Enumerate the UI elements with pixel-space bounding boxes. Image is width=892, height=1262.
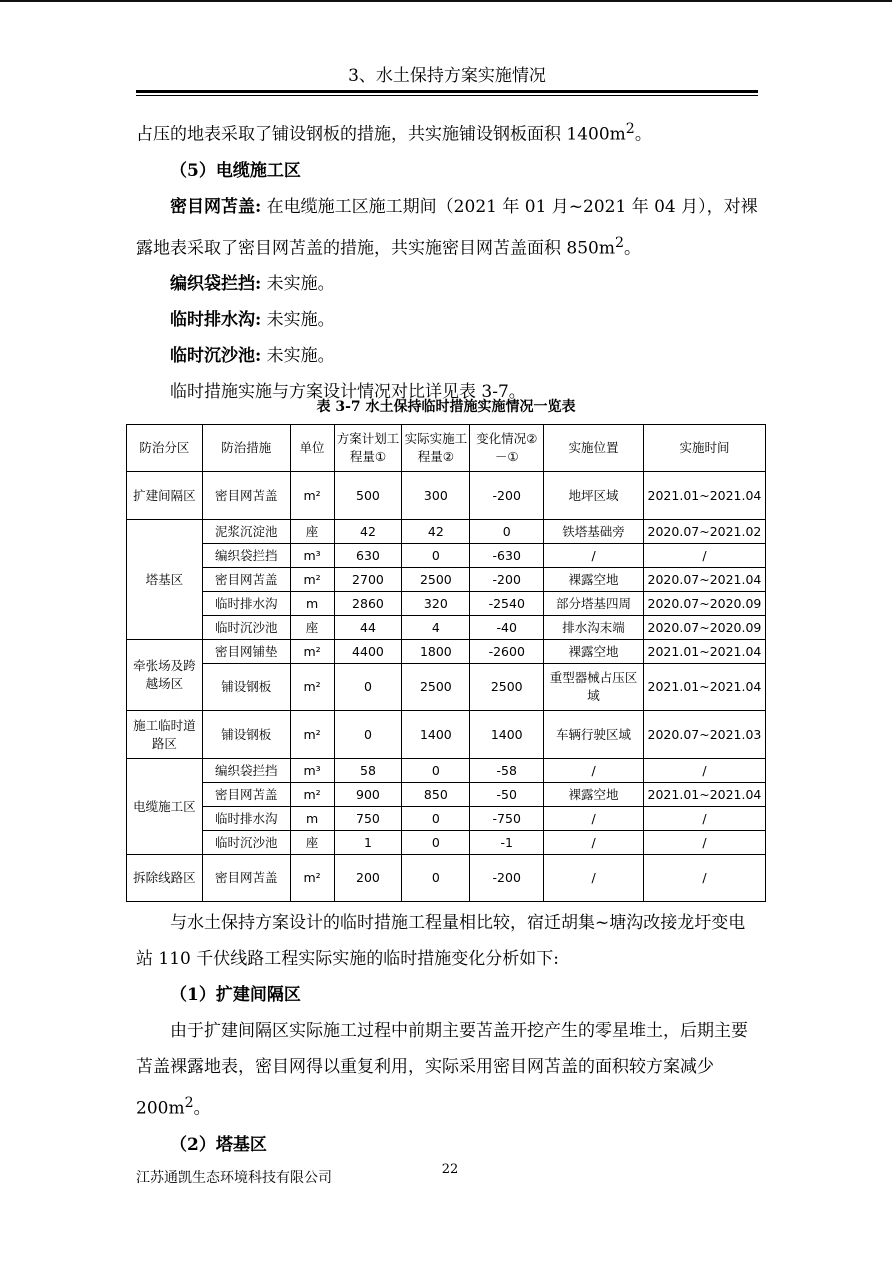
table-caption: 表 3-7 水土保持临时措施实施情况一览表 [316, 399, 576, 415]
change-cell: 2500 [470, 664, 544, 711]
change-cell: -750 [470, 807, 544, 831]
time-cell: / [643, 807, 765, 831]
paragraph-table-reference: 临时措施实施与方案设计情况对比详见表 3-7。 [170, 382, 526, 403]
location-cell: / [544, 831, 644, 855]
header-planned-quantity: 方案计划工程量① [334, 425, 402, 472]
change-cell: 1400 [470, 711, 544, 759]
plan-cell: 500 [334, 472, 402, 520]
plan-cell: 200 [334, 855, 402, 902]
actual-cell: 850 [402, 783, 470, 807]
plan-cell: 2860 [334, 592, 402, 616]
location-cell: 排水沟末端 [544, 616, 644, 640]
header-unit: 单位 [290, 425, 334, 472]
paragraph-expansion-bay-analysis: 由于扩建间隔区实际施工过程中前期主要苫盖开挖产生的零星堆土，后期主要苫盖裸露地表，密目网得以重复利用，实际采用密目网苫盖的面积较方案减少 $200m^2$。 [136, 1021, 748, 1119]
change-cell: -200 [470, 472, 544, 520]
header-rule-thick [136, 90, 758, 93]
time-cell: / [643, 831, 765, 855]
table-row [127, 520, 766, 544]
plan-cell: 1 [334, 831, 402, 855]
table-row [127, 472, 766, 520]
page-header-title: 3、水土保持方案实施情况 [348, 66, 546, 86]
measure-cell: 临时排水沟 [202, 807, 290, 831]
actual-cell: 0 [402, 807, 470, 831]
paragraph-bag-barrier: 编织袋拦挡: 未实施。 [170, 274, 335, 295]
header-actual-quantity: 实际实施工程量② [402, 425, 470, 472]
location-cell: 裸露空地 [544, 783, 644, 807]
time-cell: 2020.07~2020.09 [643, 616, 765, 640]
paragraph-settling-pond: 临时沉沙池: 未实施。 [170, 346, 335, 367]
time-cell: 2021.01~2021.04 [643, 664, 765, 711]
time-cell: 2021.01~2021.04 [643, 472, 765, 520]
measure-cell: 密目网铺垫 [202, 640, 290, 664]
zone-cell: 拆除线路区 [127, 855, 203, 902]
time-cell: 2020.07~2021.04 [643, 568, 765, 592]
table-row [127, 783, 766, 807]
measure-cell: 铺设钢板 [202, 664, 290, 711]
measure-cell: 临时沉沙池 [202, 616, 290, 640]
time-cell: 2020.07~2021.03 [643, 711, 765, 759]
table-row [127, 568, 766, 592]
actual-cell: 300 [402, 472, 470, 520]
measure-cell: 临时沉沙池 [202, 831, 290, 855]
measure-cell: 铺设钢板 [202, 711, 290, 759]
table-row [127, 592, 766, 616]
location-cell: 铁塔基础旁 [544, 520, 644, 544]
body-text-bottom [136, 905, 758, 1163]
actual-cell: 0 [402, 544, 470, 568]
temporary-measures-table [126, 424, 766, 902]
measure-cell: 泥浆沉淀池 [202, 520, 290, 544]
change-cell: -2540 [470, 592, 544, 616]
location-cell: 地坪区域 [544, 472, 644, 520]
measure-cell: 密目网苫盖 [202, 855, 290, 902]
plan-cell: 44 [334, 616, 402, 640]
header-change: 变化情况②－① [470, 425, 544, 472]
time-cell: 2020.07~2021.02 [643, 520, 765, 544]
header-measure: 防治措施 [202, 425, 290, 472]
actual-cell: 42 [402, 520, 470, 544]
actual-cell: 0 [402, 855, 470, 902]
location-cell: / [544, 855, 644, 902]
location-cell: 重型器械占压区域 [544, 664, 644, 711]
page-number: 22 [441, 1162, 459, 1177]
measure-cell: 临时排水沟 [202, 592, 290, 616]
actual-cell: 320 [402, 592, 470, 616]
table-row [127, 616, 766, 640]
measure-cell: 密目网苫盖 [202, 472, 290, 520]
unit-cell: m² [290, 855, 334, 902]
table-row [127, 831, 766, 855]
actual-cell: 2500 [402, 664, 470, 711]
footer-company-name: 江苏通凯生态环境科技有限公司 [136, 1170, 332, 1186]
actual-cell: 0 [402, 831, 470, 855]
zone-cell: 扩建间隔区 [127, 472, 203, 520]
top-border-line [0, 0, 892, 2]
header-location: 实施位置 [544, 425, 644, 472]
table-row [127, 855, 766, 902]
location-cell: / [544, 807, 644, 831]
time-cell: / [643, 759, 765, 783]
unit-cell: m [290, 592, 334, 616]
time-cell: 2021.01~2021.04 [643, 783, 765, 807]
zone-cell: 施工临时道路区 [127, 711, 203, 759]
measure-cell: 编织袋拦挡 [202, 759, 290, 783]
change-cell: -200 [470, 855, 544, 902]
measure-cell: 密目网苫盖 [202, 568, 290, 592]
unit-cell: m² [290, 640, 334, 664]
plan-cell: 630 [334, 544, 402, 568]
location-cell: 裸露空地 [544, 640, 644, 664]
unit-cell: m [290, 807, 334, 831]
zone-cell: 塔基区 [127, 520, 203, 640]
time-cell: 2020.07~2020.09 [643, 592, 765, 616]
unit-cell: m³ [290, 544, 334, 568]
body-text-top [136, 111, 758, 410]
header-time: 实施时间 [643, 425, 765, 472]
unit-cell: m³ [290, 759, 334, 783]
change-cell: -630 [470, 544, 544, 568]
change-cell: -50 [470, 783, 544, 807]
measure-cell: 编织袋拦挡 [202, 544, 290, 568]
header-zone: 防治分区 [127, 425, 203, 472]
plan-cell: 750 [334, 807, 402, 831]
change-cell: -40 [470, 616, 544, 640]
actual-cell: 2500 [402, 568, 470, 592]
table-row [127, 544, 766, 568]
paragraph-comparison-summary: 与水土保持方案设计的临时措施工程量相比较，宿迁胡集~塘沟改接龙圩变电站 110 千伏线路工程实际实施的临时措施变化分析如下: [136, 913, 746, 969]
table-row [127, 640, 766, 664]
time-cell: / [643, 544, 765, 568]
paragraph-drain-ditch: 临时排水沟: 未实施。 [170, 310, 335, 331]
zone-cell: 牵张场及跨越场区 [127, 640, 203, 711]
unit-cell: m² [290, 783, 334, 807]
plan-cell: 4400 [334, 640, 402, 664]
unit-cell: m² [290, 664, 334, 711]
plan-cell: 42 [334, 520, 402, 544]
plan-cell: 900 [334, 783, 402, 807]
unit-cell: 座 [290, 831, 334, 855]
table-row [127, 759, 766, 783]
heading-tower-base-zone: （2）塔基区 [170, 1134, 267, 1155]
paragraph-steel-plate: 占压的地表采取了铺设钢板的措施，共实施铺设钢板面积 $1400m^2$。 [136, 121, 652, 145]
actual-cell: 1800 [402, 640, 470, 664]
change-cell: 0 [470, 520, 544, 544]
time-cell: / [643, 855, 765, 902]
actual-cell: 0 [402, 759, 470, 783]
paragraph-mesh-cover: 密目网苫盖: 在电缆施工区施工期间（2021 年 01 月~2021 年 04 月），对裸露地表采取了密目网苫盖的措施，共实施密目网苫盖面积 $850m^2$。 [136, 196, 758, 259]
location-cell: 裸露空地 [544, 568, 644, 592]
plan-cell: 2700 [334, 568, 402, 592]
table-header-row [127, 425, 766, 472]
unit-cell: m² [290, 711, 334, 759]
unit-cell: m² [290, 568, 334, 592]
change-cell: -58 [470, 759, 544, 783]
change-cell: -200 [470, 568, 544, 592]
zone-cell: 电缆施工区 [127, 759, 203, 855]
header-rule-thin [136, 95, 758, 96]
change-cell: -2600 [470, 640, 544, 664]
heading-cable-zone: （5）电缆施工区 [170, 160, 301, 181]
table-row [127, 664, 766, 711]
location-cell: / [544, 544, 644, 568]
location-cell: / [544, 759, 644, 783]
unit-cell: m² [290, 472, 334, 520]
change-cell: -1 [470, 831, 544, 855]
unit-cell: 座 [290, 616, 334, 640]
unit-cell: 座 [290, 520, 334, 544]
plan-cell: 58 [334, 759, 402, 783]
location-cell: 部分塔基四周 [544, 592, 644, 616]
plan-cell: 0 [334, 664, 402, 711]
table-row [127, 807, 766, 831]
actual-cell: 1400 [402, 711, 470, 759]
measure-cell: 密目网苫盖 [202, 783, 290, 807]
table-row [127, 711, 766, 759]
time-cell: 2021.01~2021.04 [643, 640, 765, 664]
heading-expansion-bay-zone: （1）扩建间隔区 [170, 985, 301, 1005]
location-cell: 车辆行驶区域 [544, 711, 644, 759]
plan-cell: 0 [334, 711, 402, 759]
actual-cell: 4 [402, 616, 470, 640]
